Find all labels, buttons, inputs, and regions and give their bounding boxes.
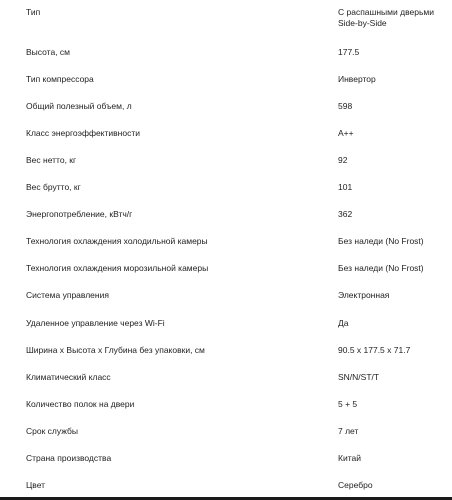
spec-value: 101 — [338, 182, 353, 192]
spec-value: SN/N/ST/T — [338, 372, 380, 382]
spec-label: Страна производства — [26, 453, 112, 463]
spec-label: Количество полок на двери — [26, 399, 135, 409]
spec-value: 598 — [338, 101, 353, 111]
spec-value: 7 лет — [338, 426, 359, 436]
spec-label: Ширина x Высота x Глубина без упаковки, см — [26, 345, 205, 355]
spec-value: 177.5 — [338, 47, 360, 57]
spec-value: 5 + 5 — [338, 399, 358, 409]
spec-value: Да — [338, 318, 349, 328]
spec-label: Класс энергоэффективности — [26, 128, 140, 138]
spec-value: Китай — [338, 453, 361, 463]
spec-label: Высота, см — [26, 47, 71, 57]
spec-label: Вес нетто, кг — [26, 155, 77, 165]
spec-value: 362 — [338, 209, 353, 219]
spec-value: Серебро — [338, 480, 373, 490]
spec-label: Климатический класс — [26, 372, 111, 382]
spec-value: 92 — [338, 155, 348, 165]
spec-value: Без наледи (No Frost) — [338, 263, 424, 273]
spec-value-line: Side-by-Side — [338, 18, 387, 28]
spec-value-line: С распашными дверьми — [338, 7, 434, 17]
spec-label: Технология охлаждения морозильной камеры — [26, 263, 209, 273]
spec-value: Без наледи (No Frost) — [338, 236, 424, 246]
spec-label: Энергопотребление, кВтч/г — [26, 209, 133, 219]
spec-value: A++ — [338, 128, 354, 138]
spec-label: Тип компрессора — [26, 74, 94, 84]
spec-value — [338, 7, 450, 29]
spec-value: Электронная — [338, 290, 390, 300]
spec-label: Система управления — [26, 290, 109, 300]
spec-label: Общий полезный объем, л — [26, 101, 132, 111]
spec-label: Удаленное управление через Wi-Fi — [26, 318, 165, 328]
spec-label: Вес брутто, кг — [26, 182, 81, 192]
spec-label: Технология охлаждения холодильной камеры — [26, 236, 208, 246]
spec-label: Тип — [26, 7, 41, 17]
spec-value: Инвертор — [338, 74, 376, 84]
spec-label: Цвет — [26, 480, 46, 490]
spec-value: 90.5 x 177.5 x 71.7 — [338, 345, 411, 355]
spec-label: Срок службы — [26, 426, 78, 436]
